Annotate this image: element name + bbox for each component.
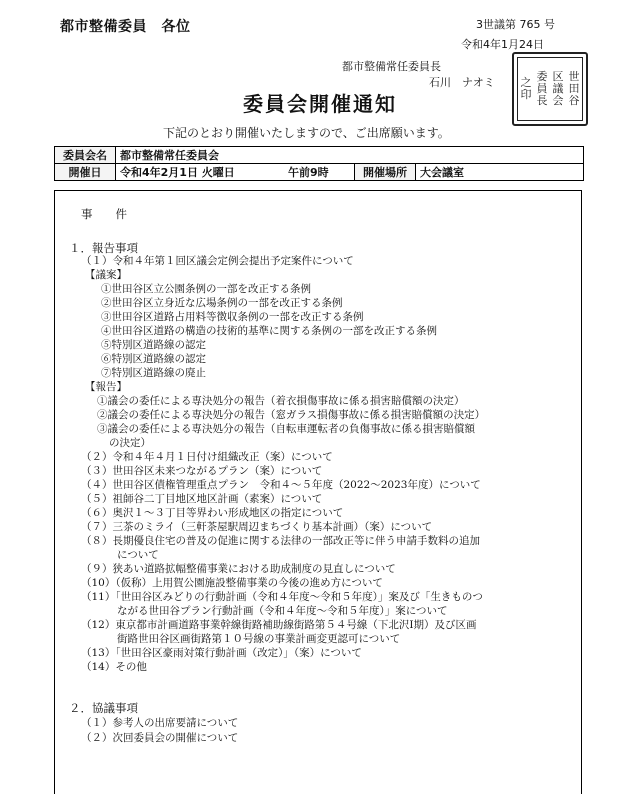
- list-item: ③世田谷区道路占用料等徴収条例の一部を改正する条例: [101, 311, 364, 323]
- date-row: [55, 164, 584, 181]
- document-number: 3世議第 765 号: [476, 18, 555, 31]
- list-item: （13）「世田谷区豪雨対策行動計画（改定）」（案）について: [81, 647, 362, 659]
- list-item: ⑦特別区道路線の廃止: [101, 367, 206, 379]
- seal-glyph: 員: [536, 82, 548, 95]
- agenda-box: [54, 190, 582, 794]
- list-item: の決定）: [109, 437, 151, 449]
- list-item: （５）祖師谷二丁目地区地区計画（素案）について: [81, 493, 323, 505]
- list-item: ①世田谷区立公園条例の一部を改正する条例: [101, 283, 311, 295]
- place-label: 開催場所: [355, 164, 416, 181]
- list-item: （３）世田谷区未来つながるプラン（案）について: [81, 465, 323, 477]
- list-item: ②議会の委任による専決処分の報告（窓ガラス損傷事故に係る損害賠償額の決定）: [97, 409, 486, 421]
- list-item: 【報告】: [85, 381, 127, 393]
- list-item: （10）（仮称）上用賀公園施設整備事業の今後の進め方について: [81, 577, 383, 589]
- intro-text: 下記のとおり開催いたしますので、ご出席願います。: [163, 126, 450, 140]
- list-item: 街路世田谷区画街路第１０号線の事業計画変更認可について: [117, 633, 401, 645]
- seal-glyph: 田: [568, 82, 580, 95]
- seal-glyph: 世: [568, 70, 580, 83]
- list-item: （６）奥沢１～３丁目等界わい形成地区の指定について: [81, 507, 344, 519]
- document-date: 令和4年1月24日: [461, 38, 544, 51]
- list-item: ②世田谷区立身近な広場条例の一部を改正する条例: [101, 297, 343, 309]
- place-value: 大会議室: [416, 164, 584, 181]
- seal-glyph: 長: [536, 94, 548, 107]
- list-item: （２）令和４年４月１日付け組織改正（案）について: [81, 451, 333, 463]
- date-value: 令和4年2月1日 火曜日: [116, 164, 285, 181]
- committee-label: 委員会名: [55, 147, 116, 164]
- list-item: ①議会の委任による専決処分の報告（着衣損傷事故に係る損害賠償額の決定）: [97, 395, 465, 407]
- list-item: （11）「世田谷区みどりの行動計画（令和４年度～令和５年度）」案及び「生きものつ: [81, 591, 483, 603]
- list-item: （１）令和４年第１回区議会定例会提出予定案件について: [81, 255, 354, 267]
- list-item: ⑥特別区道路線の認定: [101, 353, 206, 365]
- seal-glyph: 之: [520, 76, 532, 89]
- section2-title: ２．協議事項: [69, 701, 138, 715]
- list-item: （12）東京都市計画道路事業幹線街路補助線街路第５４号線（下北沢Ⅰ期）及び区画: [81, 619, 477, 631]
- list-item: （８）長期優良住宅の普及の促進に関する法律の一部改正等に伴う申請手数料の追加: [81, 535, 480, 547]
- list-item: （１）参考人の出席要請について: [81, 717, 239, 729]
- date-label: 開催日: [55, 164, 116, 181]
- seal-glyph: 議: [552, 82, 564, 95]
- list-item: （２）次回委員会の開催について: [81, 732, 239, 744]
- list-item: ⑤特別区道路線の認定: [101, 339, 206, 351]
- list-item: （４）世田谷区債権管理重点プラン 令和４～５年度（2022～2023年度）について: [81, 479, 481, 491]
- time-value: 午前9時: [284, 164, 355, 181]
- agenda-heading: 事 件: [81, 207, 127, 221]
- list-item: （９）狭あい道路拡幅整備事業における助成制度の見直しについて: [81, 563, 396, 575]
- seal-glyph: 区: [552, 70, 564, 83]
- committee-row: [55, 147, 584, 164]
- list-item: （14）その他: [81, 661, 147, 673]
- sender-name: 石川 ナオミ: [429, 76, 495, 89]
- list-item: について: [117, 549, 159, 561]
- seal-glyph: 谷: [568, 94, 580, 107]
- committee-name: 都市整備常任委員会: [116, 147, 584, 164]
- list-item: 【議案】: [85, 269, 127, 281]
- list-item: （７）三茶のミライ（三軒茶屋駅周辺まちづくり基本計画）（案）について: [81, 521, 433, 533]
- seal-glyph: 委: [536, 70, 548, 83]
- seal-glyph: 印: [520, 88, 532, 101]
- sender-title: 都市整備常任委員長: [342, 60, 441, 73]
- page-title: 委員会開催通知: [243, 92, 397, 116]
- meeting-info-table: [54, 146, 584, 181]
- list-item: ながる世田谷プラン行動計画（令和４年度～令和５年度）」案について: [117, 605, 448, 617]
- list-item: ③議会の委任による専決処分の報告（自転車運転者の負傷事故に係る損害賠償額: [97, 423, 475, 435]
- section1-title: １．報告事項: [69, 241, 138, 255]
- seal-glyph: 会: [552, 94, 564, 107]
- list-item: ④世田谷区道路の構造の技術的基準に関する条例の一部を改正する条例: [101, 325, 437, 337]
- addressee: 都市整備委員 各位: [60, 19, 191, 35]
